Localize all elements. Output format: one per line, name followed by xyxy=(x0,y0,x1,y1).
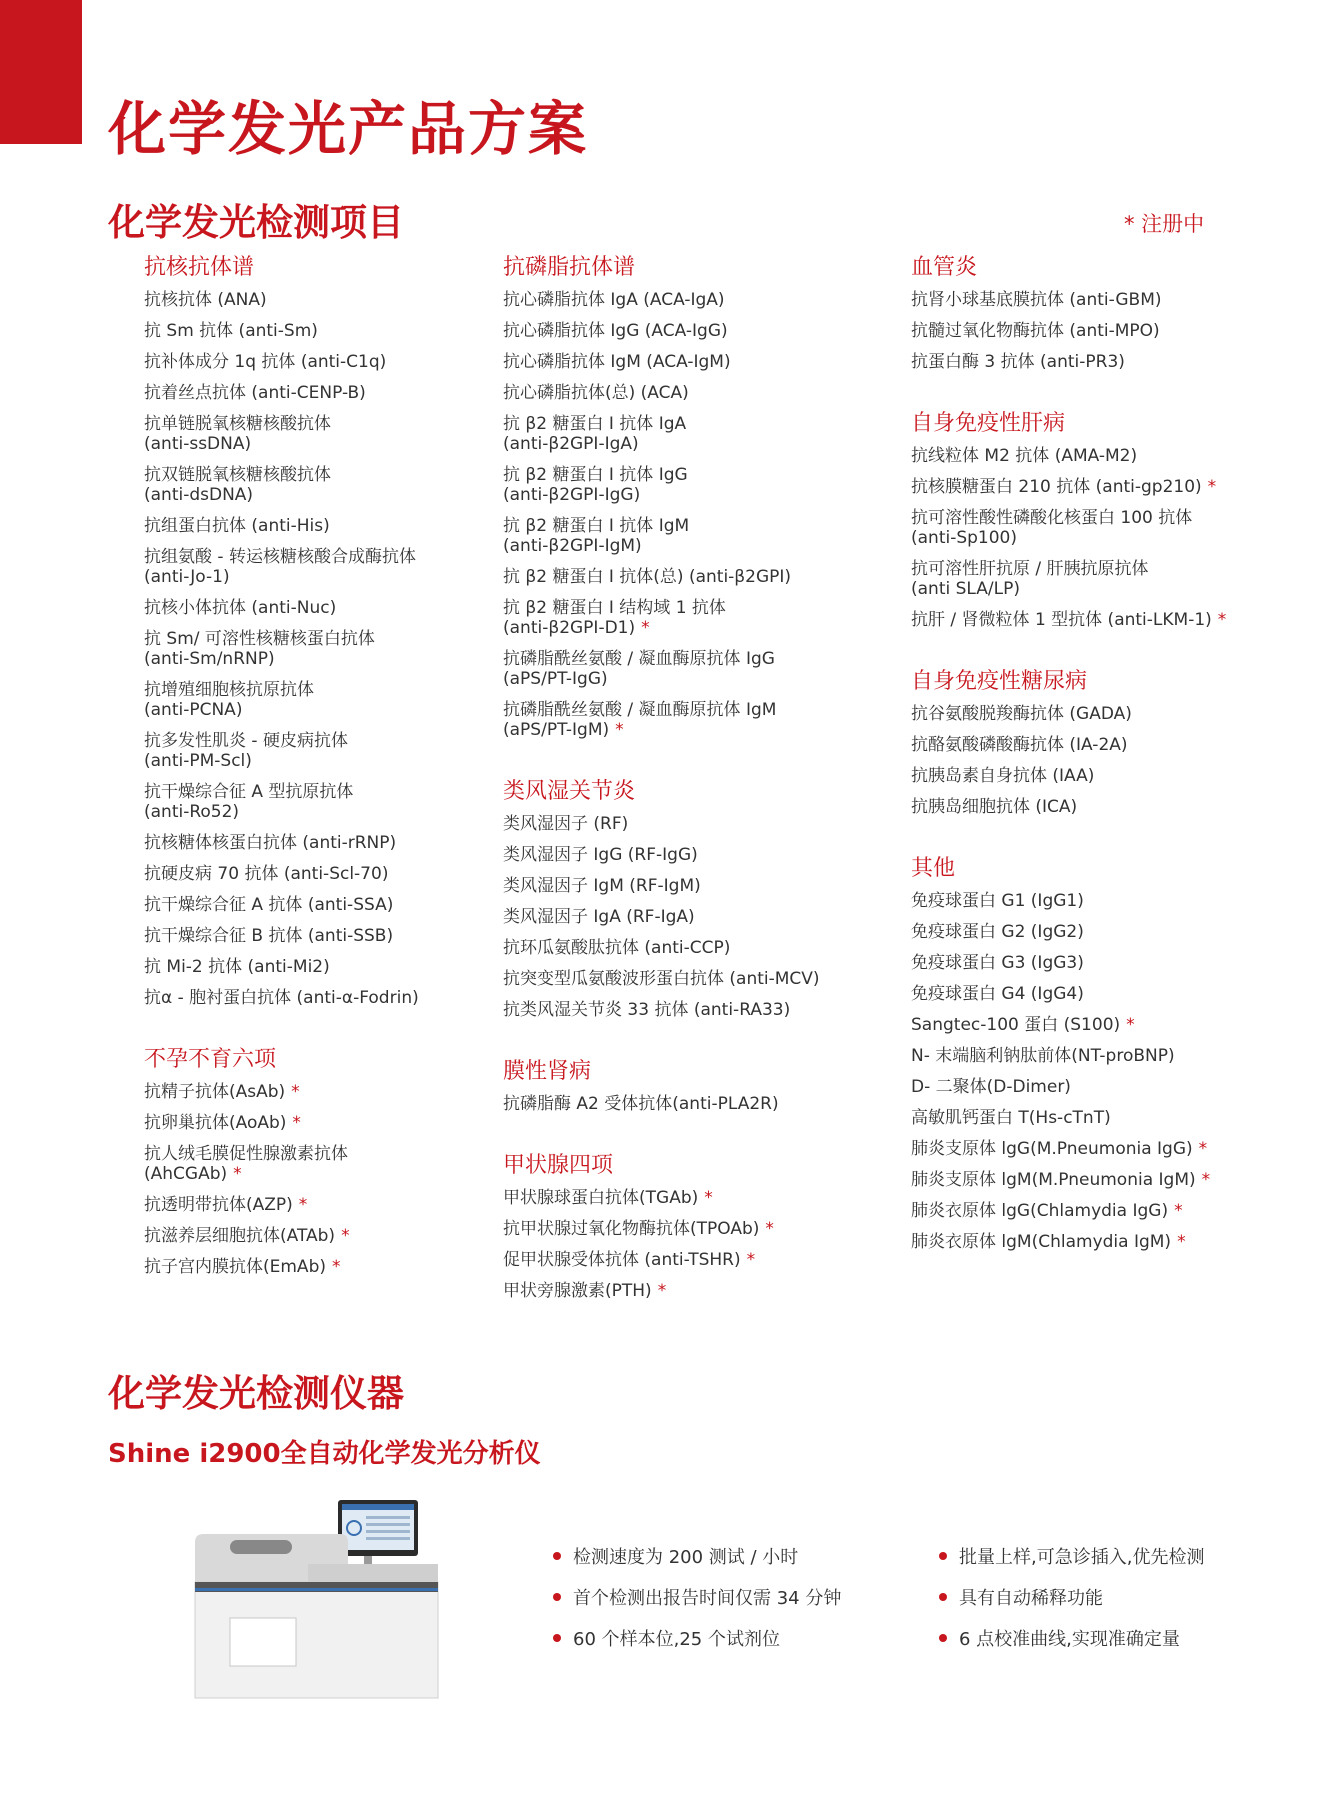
test-item-label: 甲状旁腺激素(PTH) xyxy=(503,1281,652,1301)
group-title: 自身免疫性肝病 xyxy=(911,411,1066,436)
pending-asterisk: * xyxy=(332,1257,341,1277)
test-item xyxy=(911,1170,1271,1190)
group-title: 甲状腺四项 xyxy=(503,1153,614,1178)
pending-asterisk: * xyxy=(704,1188,713,1208)
test-item-label: 抗干燥综合征 A 抗体 (anti-SSA) xyxy=(144,895,394,915)
test-item xyxy=(503,290,868,310)
test-item-label: 抗补体成分 1q 抗体 (anti-C1q) xyxy=(144,352,387,372)
bullet-dot-icon xyxy=(553,1593,561,1601)
test-item-label: 抗核膜糖蛋白 210 抗体 (anti-gp210) xyxy=(911,477,1202,497)
test-item xyxy=(911,321,1271,341)
test-item xyxy=(144,414,484,454)
test-item-label: 免疫球蛋白 G4 (IgG4) xyxy=(911,984,1084,1004)
test-item xyxy=(503,1094,868,1114)
pending-asterisk: * xyxy=(746,1250,756,1270)
test-item xyxy=(503,907,868,927)
pending-asterisk: * xyxy=(291,1082,300,1102)
test-item xyxy=(503,938,868,958)
feature-label: 60 个样本位,25 个试剂位 xyxy=(573,1629,780,1650)
test-item-label: 抗硬皮病 70 抗体 (anti-Scl-70) xyxy=(144,864,389,884)
test-item xyxy=(144,290,484,310)
test-item-label: 抗线粒体 M2 抗体 (AMA-M2) xyxy=(911,446,1138,466)
feature-label: 6 点校准曲线,实现准确定量 xyxy=(959,1629,1180,1650)
feature-item xyxy=(553,1584,841,1610)
test-item xyxy=(144,465,484,505)
test-item xyxy=(911,984,1271,1004)
test-item-label: 肺炎衣原体 lgG(Chlamydia IgG) xyxy=(911,1201,1169,1221)
test-item xyxy=(503,414,868,454)
feature-label: 具有自动稀释功能 xyxy=(959,1588,1103,1609)
group-title: 不孕不育六项 xyxy=(144,1047,277,1072)
test-item-label: 抗 β2 糖蛋白 I 抗体(总) (anti-β2GPI) xyxy=(503,567,792,587)
test-item xyxy=(911,797,1271,817)
test-item xyxy=(911,446,1271,466)
test-item-label: 抗核小体抗体 (anti-Nuc) xyxy=(144,598,337,618)
test-item xyxy=(911,953,1271,973)
test-item-label: 抗心磷脂抗体(总) (ACA) xyxy=(503,383,689,403)
test-item xyxy=(144,598,484,618)
test-item xyxy=(911,704,1271,724)
test-group xyxy=(503,1054,868,1114)
test-item xyxy=(144,1257,484,1277)
test-item-label: 抗卵巢抗体(AoAb) xyxy=(144,1113,287,1133)
feature-item xyxy=(939,1584,1204,1610)
test-item-label: D- 二聚体(D-Dimer) xyxy=(911,1077,1071,1097)
test-item xyxy=(911,559,1271,599)
test-item-label: 抗心磷脂抗体 IgG (ACA-IgG) xyxy=(503,321,728,341)
test-item-label: 抗核抗体 (ANA) xyxy=(144,290,267,310)
test-item xyxy=(144,516,484,536)
test-item xyxy=(503,1281,868,1301)
test-item xyxy=(144,957,484,977)
test-item-label: 抗环瓜氨酸肽抗体 (anti-CCP) xyxy=(503,938,731,958)
test-item-label: 抗组蛋白抗体 (anti-His) xyxy=(144,516,330,536)
group-title: 抗磷脂抗体谱 xyxy=(503,255,636,280)
test-item xyxy=(144,629,484,669)
pending-asterisk: * xyxy=(1126,1015,1135,1035)
test-item-label: 抗核糖体核蛋白抗体 (anti-rRNP) xyxy=(144,833,397,853)
test-item-label: 抗透明带抗体(AZP) xyxy=(144,1195,293,1215)
bullet-dot-icon xyxy=(553,1634,561,1642)
test-item xyxy=(911,1139,1271,1159)
test-item-label: 抗磷脂酰丝氨酸 / 凝血酶原抗体 IgM (aPS/PT-IgM) xyxy=(503,700,777,740)
test-item-label: 肺炎支原体 lgM(M.Pneumonia IgM) xyxy=(911,1170,1196,1190)
test-item-label: 抗突变型瓜氨酸波形蛋白抗体 (anti-MCV) xyxy=(503,969,820,989)
test-item xyxy=(911,508,1271,548)
test-item xyxy=(503,321,868,341)
test-item-label: 免疫球蛋白 G1 (IgG1) xyxy=(911,891,1084,911)
test-item-label: 抗可溶性肝抗原 / 肝胰抗原抗体 (anti SLA/LP) xyxy=(911,559,1149,599)
test-item xyxy=(503,649,868,689)
test-item-label: 抗干燥综合征 B 抗体 (anti-SSB) xyxy=(144,926,394,946)
test-item-label: 抗单链脱氧核糖核酸抗体 (anti-ssDNA) xyxy=(144,414,331,454)
group-title: 膜性肾病 xyxy=(503,1059,592,1084)
test-item xyxy=(911,1015,1271,1035)
pending-asterisk: * xyxy=(1198,1139,1208,1159)
test-item xyxy=(503,700,868,740)
test-group xyxy=(503,250,868,740)
test-item xyxy=(144,833,484,853)
group-title: 类风湿关节炎 xyxy=(503,779,636,804)
test-item-label: 促甲状腺受体抗体 (anti-TSHR) xyxy=(503,1250,741,1270)
feature-label: 检测速度为 200 测试 / 小时 xyxy=(573,1547,799,1568)
section-title-tests: 化学发光检测项目 xyxy=(108,201,404,244)
test-item-label: 高敏肌钙蛋白 T(Hs-cTnT) xyxy=(911,1108,1111,1128)
test-group xyxy=(503,774,868,1020)
test-item xyxy=(911,735,1271,755)
test-column-1 xyxy=(144,250,484,1311)
pending-asterisk: * xyxy=(1201,1170,1211,1190)
test-item-label: 抗人绒毛膜促性腺激素抗体 (AhCGAb) xyxy=(144,1144,348,1184)
feature-item xyxy=(939,1625,1204,1651)
test-item xyxy=(144,1226,484,1246)
test-item-label: 抗着丝点抗体 (anti-CENP-B) xyxy=(144,383,366,403)
test-item-label: 免疫球蛋白 G3 (IgG3) xyxy=(911,953,1084,973)
test-item xyxy=(144,1082,484,1102)
test-item xyxy=(144,988,484,1008)
feature-label: 批量上样,可急诊插入,优先检测 xyxy=(959,1547,1205,1568)
test-item xyxy=(503,845,868,865)
test-item xyxy=(144,1195,484,1215)
test-item-label: Sangtec-100 蛋白 (S100) xyxy=(911,1015,1121,1035)
test-item xyxy=(144,782,484,822)
page-title: 化学发光产品方案 xyxy=(108,95,589,163)
test-item xyxy=(911,1077,1271,1097)
feature-list-2 xyxy=(939,1543,1204,1666)
test-item xyxy=(503,1219,868,1239)
test-item xyxy=(144,352,484,372)
feature-label: 首个检测出报告时间仅需 34 分钟 xyxy=(573,1588,842,1609)
test-item xyxy=(503,567,868,587)
red-accent-bar xyxy=(0,0,82,144)
test-item-label: 抗蛋白酶 3 抗体 (anti-PR3) xyxy=(911,352,1125,372)
test-item-label: 肺炎支原体 lgG(M.Pneumonia IgG) xyxy=(911,1139,1193,1159)
pending-asterisk: * xyxy=(641,618,650,638)
test-item-label: 抗 Mi-2 抗体 (anti-Mi2) xyxy=(144,957,330,977)
bullet-dot-icon xyxy=(939,1552,947,1560)
test-item xyxy=(911,922,1271,942)
pending-asterisk: * xyxy=(292,1113,301,1133)
test-item-label: 抗髓过氧化物酶抗体 (anti-MPO) xyxy=(911,321,1160,341)
test-item-label: 抗肝 / 肾微粒体 1 型抗体 (anti-LKM-1) xyxy=(911,610,1212,630)
pending-asterisk: * xyxy=(657,1281,667,1301)
test-group xyxy=(144,1042,484,1277)
test-item-label: 抗谷氨酸脱羧酶抗体 (GADA) xyxy=(911,704,1132,724)
test-item xyxy=(144,383,484,403)
test-item-label: 抗类风湿关节炎 33 抗体 (anti-RA33) xyxy=(503,1000,791,1020)
test-column-2 xyxy=(503,250,868,1335)
test-item-label: N- 末端脑利钠肽前体(NT-proBNP) xyxy=(911,1046,1175,1066)
test-item-label: 类风湿因子 (RF) xyxy=(503,814,629,834)
test-item xyxy=(911,477,1271,497)
test-item-label: 类风湿因子 IgA (RF-IgA) xyxy=(503,907,695,927)
test-group xyxy=(503,1148,868,1301)
test-group xyxy=(911,406,1271,630)
bullet-dot-icon xyxy=(939,1593,947,1601)
test-item-label: 抗心磷脂抗体 IgM (ACA-IgM) xyxy=(503,352,731,372)
test-item xyxy=(144,1144,484,1184)
pending-legend: * 注册中 xyxy=(1124,212,1205,236)
test-item xyxy=(911,1108,1271,1128)
test-item-label: 抗胰岛细胞抗体 (ICA) xyxy=(911,797,1078,817)
pending-asterisk: * xyxy=(298,1195,308,1215)
test-item xyxy=(503,876,868,896)
feature-item xyxy=(553,1625,841,1651)
test-item-label: 抗 Sm 抗体 (anti-Sm) xyxy=(144,321,318,341)
bullet-dot-icon xyxy=(939,1634,947,1642)
test-item xyxy=(911,766,1271,786)
test-item-label: 抗滋养层细胞抗体(ATAb) xyxy=(144,1226,336,1246)
test-group xyxy=(911,851,1271,1252)
test-item xyxy=(144,1113,484,1133)
test-item xyxy=(144,321,484,341)
test-item-label: 抗 Sm/ 可溶性核糖核蛋白抗体 (anti-Sm/nRNP) xyxy=(144,629,375,669)
feature-item xyxy=(939,1543,1204,1569)
test-item xyxy=(144,926,484,946)
test-item-label: 抗精子抗体(AsAb) xyxy=(144,1082,286,1102)
test-column-3 xyxy=(911,250,1271,1286)
test-item-label: 抗 β2 糖蛋白 I 抗体 IgG (anti-β2GPI-IgG) xyxy=(503,465,688,505)
pending-asterisk: * xyxy=(1177,1232,1186,1252)
test-item xyxy=(911,1232,1271,1252)
test-item-label: 抗干燥综合征 A 型抗原抗体 (anti-Ro52) xyxy=(144,782,354,822)
test-item-label: 甲状腺球蛋白抗体(TGAb) xyxy=(503,1188,699,1208)
product-title: Shine i2900全自动化学发光分析仪 xyxy=(108,1439,541,1469)
group-title: 自身免疫性糖尿病 xyxy=(911,669,1088,694)
test-item xyxy=(144,864,484,884)
test-item xyxy=(144,680,484,720)
pending-asterisk: * xyxy=(233,1164,242,1184)
feature-item xyxy=(553,1543,841,1569)
pending-asterisk: * xyxy=(1217,610,1227,630)
test-item xyxy=(144,731,484,771)
test-group xyxy=(911,250,1271,372)
test-item xyxy=(911,891,1271,911)
test-item xyxy=(503,1000,868,1020)
test-item-label: 抗肾小球基底膜抗体 (anti-GBM) xyxy=(911,290,1162,310)
test-item-label: 肺炎衣原体 lgM(Chlamydia IgM) xyxy=(911,1232,1172,1252)
test-item-label: 抗多发性肌炎 - 硬皮病抗体 (anti-PM-Scl) xyxy=(144,731,348,771)
pending-asterisk: * xyxy=(1174,1201,1183,1221)
section-title-instruments: 化学发光检测仪器 xyxy=(108,1372,404,1415)
test-item-label: 抗磷脂酶 A2 受体抗体(anti-PLA2R) xyxy=(503,1094,779,1114)
test-item xyxy=(911,1046,1271,1066)
test-item xyxy=(503,516,868,556)
test-item xyxy=(503,598,868,638)
test-item xyxy=(911,1201,1271,1221)
analyzer-illustration xyxy=(190,1500,440,1700)
test-item xyxy=(503,465,868,505)
test-item xyxy=(503,352,868,372)
test-item xyxy=(911,290,1271,310)
test-item-label: 抗组氨酸 - 转运核糖核酸合成酶抗体 (anti-Jo-1) xyxy=(144,547,416,587)
pending-asterisk: * xyxy=(615,720,624,740)
bullet-dot-icon xyxy=(553,1552,561,1560)
test-item xyxy=(144,895,484,915)
test-group xyxy=(144,250,484,1008)
test-item xyxy=(503,1250,868,1270)
test-item-label: 抗增殖细胞核抗原抗体 (anti-PCNA) xyxy=(144,680,314,720)
test-item xyxy=(503,1188,868,1208)
group-title: 血管炎 xyxy=(911,255,978,280)
pending-asterisk: * xyxy=(765,1219,774,1239)
test-item-label: 抗双链脱氧核糖核酸抗体 (anti-dsDNA) xyxy=(144,465,331,505)
test-item-label: 抗子宫内膜抗体(EmAb) xyxy=(144,1257,326,1277)
pending-asterisk: * xyxy=(341,1226,350,1246)
test-item-label: 抗甲状腺过氧化物酶抗体(TPOAb) xyxy=(503,1219,760,1239)
feature-list-1 xyxy=(553,1543,841,1666)
test-item xyxy=(144,547,484,587)
test-item-label: 抗α - 胞衬蛋白抗体 (anti-α-Fodrin) xyxy=(144,988,419,1008)
test-item xyxy=(911,352,1271,372)
pending-asterisk: * xyxy=(1207,477,1217,497)
test-item-label: 免疫球蛋白 G2 (IgG2) xyxy=(911,922,1084,942)
test-item-label: 类风湿因子 IgG (RF-IgG) xyxy=(503,845,698,865)
group-title: 抗核抗体谱 xyxy=(144,255,255,280)
test-item-label: 抗 β2 糖蛋白 I 抗体 IgM (anti-β2GPI-IgM) xyxy=(503,516,690,556)
group-title: 其他 xyxy=(911,856,956,881)
test-item-label: 类风湿因子 IgM (RF-IgM) xyxy=(503,876,701,896)
test-item-label: 抗酪氨酸磷酸酶抗体 (IA-2A) xyxy=(911,735,1128,755)
test-item-label: 抗心磷脂抗体 IgA (ACA-IgA) xyxy=(503,290,725,310)
test-item-label: 抗胰岛素自身抗体 (IAA) xyxy=(911,766,1095,786)
test-group xyxy=(911,664,1271,817)
test-item-label: 抗可溶性酸性磷酸化核蛋白 100 抗体 (anti-Sp100) xyxy=(911,508,1193,548)
test-item xyxy=(503,969,868,989)
test-item xyxy=(503,814,868,834)
test-item xyxy=(911,610,1271,630)
test-item-label: 抗 β2 糖蛋白 I 抗体 IgA (anti-β2GPI-IgA) xyxy=(503,414,687,454)
test-item-label: 抗 β2 糖蛋白 I 结构域 1 抗体 (anti-β2GPI-D1) xyxy=(503,598,726,638)
test-item xyxy=(503,383,868,403)
test-item-label: 抗磷脂酰丝氨酸 / 凝血酶原抗体 IgG (aPS/PT-IgG) xyxy=(503,649,775,689)
